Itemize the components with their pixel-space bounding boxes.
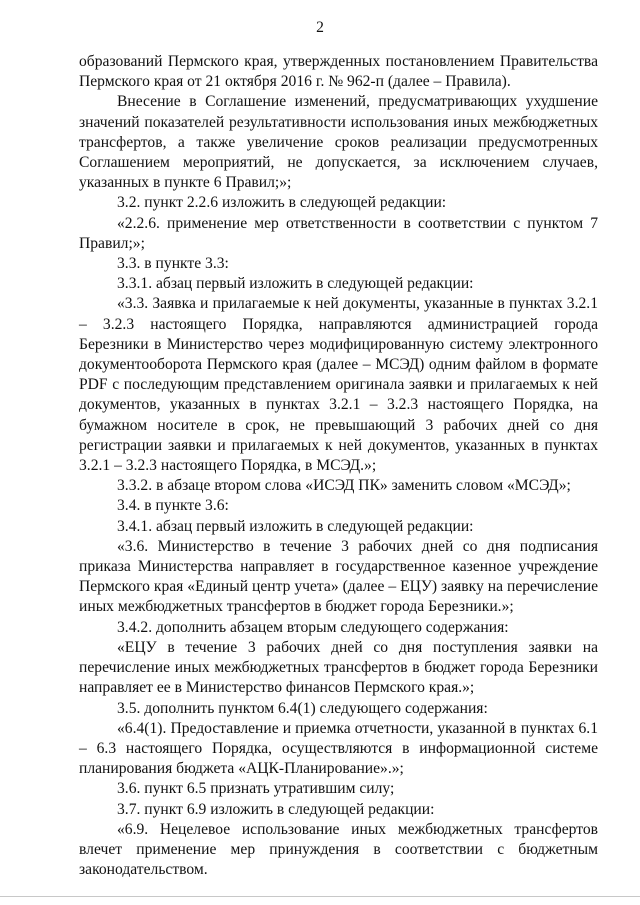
paragraph: 3.3.2. в абзаце втором слова «ИСЭД ПК» заменить словом «МСЭД»;	[117, 477, 571, 495]
paragraph: «3.6. Министерство в течение 3 рабочих дней со дня подписания приказа Министерства направляет в государственное казенное учреждение Пермского края «Единый центр учета» (далее – ЕЦУ) заявку на перечисление иных межбюджетных трансфертов в бюджет города Березники.»;	[79, 537, 598, 616]
paragraph: 3.4.1. абзац первый изложить в следующей редакции:	[117, 517, 474, 535]
paragraph: 3.6. пункт 6.5 признать утратившим силу;	[117, 780, 395, 798]
scan-edge-line	[0, 896, 640, 897]
paragraph: 3.5. дополнить пунктом 6.4(1) следующего содержания:	[117, 699, 488, 717]
paragraph: «6.4(1). Предоставление и приемка отчетности, указанной в пунктах 6.1 – 6.3 настоящего Порядка, осуществляются в информационной системе планирования бюджета «АЦК-Планирование».»;	[79, 719, 598, 778]
paragraph: «ЕЦУ в течение 3 рабочих дней со дня поступления заявки на перечисление иных межбюджетных трансфертов в бюджет города Березники направляет ее в Министерство финансов Пермского края.»;	[79, 638, 598, 697]
paragraph: 3.3. в пункте 3.3:	[117, 255, 229, 273]
paragraph: 3.3.1. абзац первый изложить в следующей редакции:	[117, 275, 474, 293]
paragraph: «3.3. Заявка и прилагаемые к ней документы, указанные в пунктах 3.2.1 – 3.2.3 настоящего Порядка, направляются администрацией города Березники в Министерство через модифицированную систему электронного документооборота Пермского края (далее – МСЭД) одним файлом в формате PDF с последующим представлением оригинала заявки и прилагаемых к ней документов, указанных в пунктах 3.2.1 – 3.2.3 настоящего Порядка, на бумажном носителе в срок, не превышающий 3 рабочих дней со дня регистрации заявки и прилагаемых к ней документов, указанных в пунктах 3.2.1 – 3.2.3 настоящего Порядка, в МСЭД.»;	[79, 295, 598, 475]
paragraph: «2.2.6. применение мер ответственности в соответствии с пунктом 7 Правил;»;	[79, 214, 598, 252]
paragraph: 3.4. в пункте 3.6:	[117, 497, 229, 515]
paragraph: 3.2. пункт 2.2.6 изложить в следующей редакции:	[117, 194, 447, 212]
page-number: 2	[316, 19, 324, 36]
paragraph: Внесение в Соглашение изменений, предусматривающих ухудшение значений показателей результативности использования иных межбюджетных трансфертов, а также увеличение сроков реализации предусмотренных Соглашением мероприятий, не допускается, за исключением случаев, указанных в пункте 6 Правил;»;	[79, 93, 598, 192]
paragraph: образований Пермского края, утвержденных постановлением Правительства Пермского края от 21 октября 2016 г. № 962-п (далее – Правила).	[79, 53, 598, 91]
document-body	[79, 52, 598, 880]
paragraph: 3.4.2. дополнить абзацем вторым следующего содержания:	[117, 618, 509, 636]
paragraph: «6.9. Нецелевое использование иных межбюджетных трансфертов влечет применение мер принуждения в соответствии с бюджетным законодательством.	[79, 820, 598, 879]
paragraph: 3.7. пункт 6.9 изложить в следующей редакции:	[117, 800, 435, 818]
